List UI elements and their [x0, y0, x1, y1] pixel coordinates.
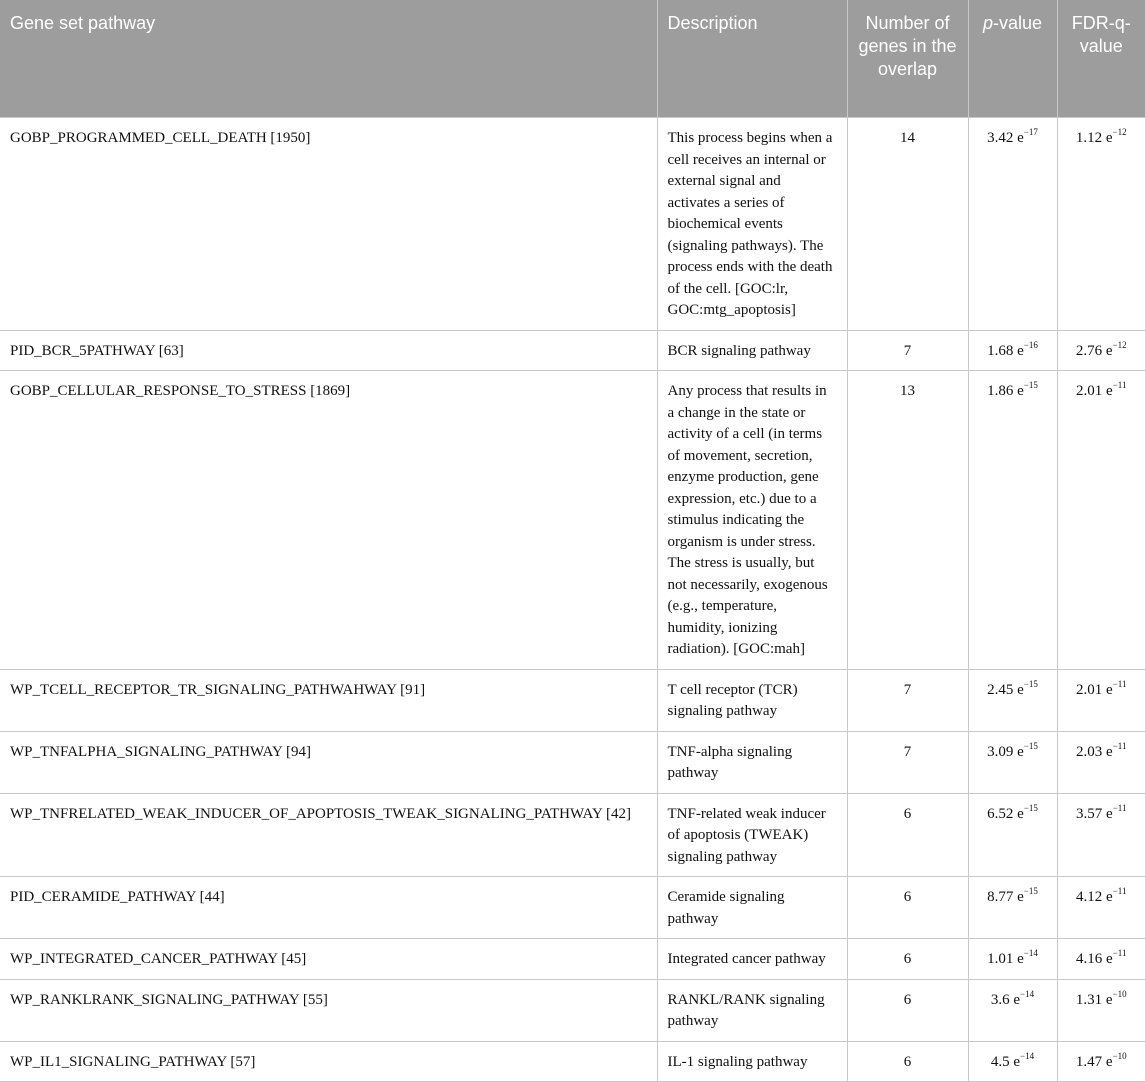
- fdr-exponent: −11: [1112, 740, 1127, 751]
- pvalue-exponent: −14: [1023, 948, 1038, 958]
- header-row: [0, 0, 1145, 118]
- table-row: [0, 330, 1145, 371]
- cell-pathway: GOBP_PROGRAMMED_CELL_DEATH [1950]: [0, 118, 657, 331]
- fdr-base: 2.76 e: [1075, 342, 1113, 359]
- cell-pathway: WP_INTEGRATED_CANCER_PATHWAY [45]: [0, 939, 657, 980]
- pvalue-exponent: −14: [1020, 1050, 1035, 1061]
- pvalue-base: 4.5 e: [990, 1053, 1021, 1070]
- pvalue-exponent: −17: [1023, 127, 1038, 137]
- cell-pvalue: [968, 939, 1057, 980]
- cell-fdr: [1057, 1041, 1145, 1082]
- fdr-base: 1.47 e: [1075, 1053, 1113, 1070]
- cell-pathway: GOBP_CELLULAR_RESPONSE_TO_STRESS [1869]: [0, 371, 657, 670]
- table-row: [0, 669, 1145, 731]
- cell-pvalue: [968, 1041, 1057, 1082]
- cell-genes: 13: [847, 371, 968, 670]
- cell-description: T cell receptor (TCR) signaling pathway: [657, 669, 847, 731]
- pvalue-exponent: −15: [1023, 886, 1038, 896]
- cell-genes: 6: [847, 877, 968, 939]
- cell-fdr: [1057, 669, 1145, 731]
- fdr-exponent: −12: [1112, 339, 1127, 350]
- cell-description: Any process that results in a change in the state or activity of a cell (in terms of movement, secretion, enzyme production, gene expression, etc.) due to a stimulus indicating the organism is under stress. The stress is usually, but not necessarily, exogenous (e.g., temperature, humidity, ionizing radiation). [GOC:mah]: [657, 371, 847, 670]
- cell-genes: 7: [847, 330, 968, 371]
- pvalue-base: 1.86 e: [987, 383, 1024, 399]
- fdr-exponent: −11: [1112, 948, 1127, 958]
- cell-fdr: [1057, 979, 1145, 1041]
- pvalue-exponent: −15: [1023, 380, 1038, 390]
- cell-description: Integrated cancer pathway: [657, 939, 847, 980]
- cell-genes: 14: [847, 118, 968, 331]
- cell-fdr: [1057, 939, 1145, 980]
- cell-pathway: WP_IL1_SIGNALING_PATHWAY [57]: [0, 1041, 657, 1082]
- table-body: [0, 118, 1145, 1082]
- pvalue-base: 3.09 e: [987, 743, 1024, 760]
- header-fdr: FDR-q-value: [1057, 0, 1145, 118]
- fdr-exponent: −11: [1112, 802, 1127, 813]
- cell-pathway: WP_TNFALPHA_SIGNALING_PATHWAY [94]: [0, 731, 657, 793]
- table-row: [0, 979, 1145, 1041]
- cell-fdr: [1057, 371, 1145, 670]
- header-pathway: Gene set pathway: [0, 0, 657, 118]
- table-row: [0, 793, 1145, 877]
- pvalue-base: 1.01 e: [987, 951, 1024, 967]
- cell-pvalue: [968, 979, 1057, 1041]
- fdr-base: 2.03 e: [1076, 743, 1113, 760]
- fdr-exponent: −11: [1112, 678, 1127, 689]
- cell-pvalue: [968, 330, 1057, 371]
- table-row: [0, 118, 1145, 331]
- pvalue-base: 8.77 e: [987, 889, 1024, 905]
- header-pvalue-rest: -value: [992, 13, 1043, 33]
- cell-pvalue: [968, 877, 1057, 939]
- cell-genes: 6: [847, 979, 968, 1041]
- pvalue-base: 1.68 e: [987, 342, 1024, 359]
- cell-pathway: WP_TCELL_RECEPTOR_TR_SIGNALING_PATHWAHWAY [91]: [0, 669, 657, 731]
- pvalue-base: 3.42 e: [987, 130, 1024, 146]
- cell-description: RANKL/RANK signaling pathway: [657, 979, 847, 1041]
- cell-pvalue: [968, 669, 1057, 731]
- cell-fdr: [1057, 793, 1145, 877]
- table-row: [0, 371, 1145, 670]
- fdr-base: 3.57 e: [1076, 805, 1113, 822]
- table-row: [0, 1041, 1145, 1082]
- fdr-base: 2.01 e: [1076, 681, 1113, 698]
- cell-genes: 7: [847, 731, 968, 793]
- table-row: [0, 939, 1145, 980]
- pvalue-exponent: −15: [1023, 678, 1038, 689]
- fdr-exponent: −11: [1112, 380, 1127, 390]
- cell-description: IL-1 signaling pathway: [657, 1041, 847, 1082]
- cell-description: This process begins when a cell receives an internal or external signal and activates a series of biochemical events (signaling pathways). The process ends with the death of the cell. [GOC:lr, GOC:mtg_apoptosis]: [657, 118, 847, 331]
- cell-description: BCR signaling pathway: [657, 330, 847, 371]
- cell-fdr: [1057, 731, 1145, 793]
- pvalue-base: 2.45 e: [987, 681, 1024, 698]
- cell-pathway: WP_RANKLRANK_SIGNALING_PATHWAY [55]: [0, 979, 657, 1041]
- fdr-exponent: −10: [1112, 988, 1127, 999]
- table-row: [0, 877, 1145, 939]
- cell-pathway: WP_TNFRELATED_WEAK_INDUCER_OF_APOPTOSIS_TWEAK_SIGNALING_PATHWAY [42]: [0, 793, 657, 877]
- cell-genes: 6: [847, 939, 968, 980]
- fdr-exponent: −12: [1112, 127, 1127, 137]
- fdr-base: 4.12 e: [1076, 889, 1113, 905]
- cell-genes: 7: [847, 669, 968, 731]
- header-genes: Number of genes in the overlap: [847, 0, 968, 118]
- fdr-base: 2.01 e: [1076, 383, 1113, 399]
- pvalue-base: 6.52 e: [987, 805, 1024, 822]
- fdr-base: 4.16 e: [1076, 951, 1113, 967]
- pvalue-exponent: −15: [1023, 802, 1038, 813]
- header-pvalue-italic: p: [982, 13, 993, 33]
- cell-genes: 6: [847, 793, 968, 877]
- cell-fdr: [1057, 330, 1145, 371]
- cell-description: Ceramide signaling pathway: [657, 877, 847, 939]
- fdr-exponent: −11: [1112, 886, 1127, 896]
- cell-fdr: [1057, 877, 1145, 939]
- cell-pathway: PID_BCR_5PATHWAY [63]: [0, 330, 657, 371]
- pvalue-exponent: −16: [1023, 339, 1038, 350]
- cell-genes: 6: [847, 1041, 968, 1082]
- cell-pvalue: [968, 371, 1057, 670]
- cell-pvalue: [968, 793, 1057, 877]
- cell-description: TNF-alpha signaling pathway: [657, 731, 847, 793]
- cell-pvalue: [968, 731, 1057, 793]
- header-pvalue: [968, 0, 1057, 118]
- pvalue-exponent: −15: [1023, 740, 1038, 751]
- cell-pvalue: [968, 118, 1057, 331]
- header-description: Description: [657, 0, 847, 118]
- cell-fdr: [1057, 118, 1145, 331]
- fdr-base: 1.12 e: [1075, 130, 1113, 146]
- pvalue-base: 3.6 e: [990, 991, 1021, 1008]
- cell-pathway: PID_CERAMIDE_PATHWAY [44]: [0, 877, 657, 939]
- fdr-exponent: −10: [1112, 1050, 1127, 1061]
- fdr-base: 1.31 e: [1075, 991, 1113, 1008]
- pvalue-exponent: −14: [1020, 988, 1035, 999]
- cell-description: TNF-related weak inducer of apoptosis (TWEAK) signaling pathway: [657, 793, 847, 877]
- table-row: [0, 731, 1145, 793]
